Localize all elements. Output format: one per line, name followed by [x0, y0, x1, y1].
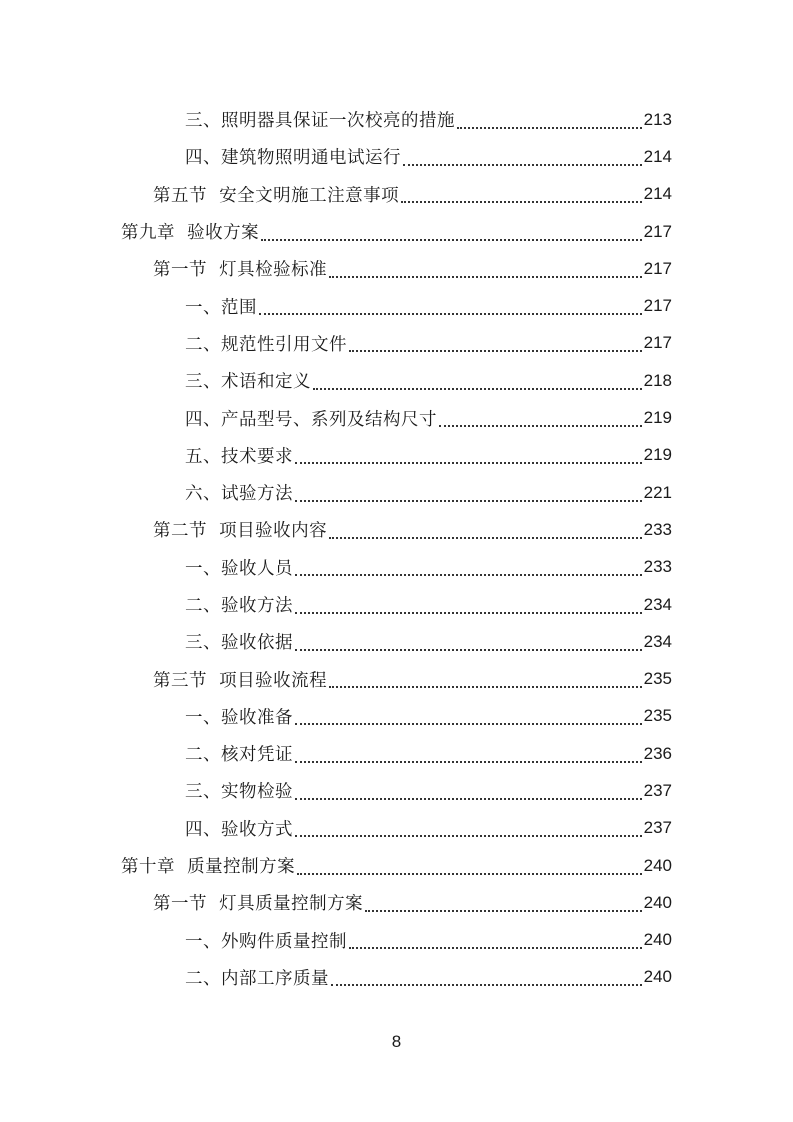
- toc-entry-title: 一、范围: [185, 297, 257, 318]
- toc-entry-page: 233: [643, 519, 672, 539]
- toc-entry-page: 235: [643, 669, 672, 689]
- dot-leader: [295, 480, 642, 502]
- toc-entry-page: 240: [643, 855, 672, 875]
- toc-entry[interactable]: [0, 399, 793, 436]
- page-number: 8: [391, 1032, 402, 1051]
- toc-entry-title: 五、技术要求: [185, 446, 293, 467]
- dot-leader: [401, 181, 642, 203]
- toc-entry-page: 214: [643, 146, 672, 166]
- toc-entry-title: 一、外购件质量控制: [185, 931, 347, 952]
- toc-entry-title: 三、照明器具保证一次校亮的措施: [185, 111, 455, 132]
- dot-leader: [295, 815, 642, 837]
- toc-entry-page: 219: [643, 408, 672, 428]
- toc-entry-title: 三、术语和定义: [185, 372, 311, 393]
- toc-entry[interactable]: [0, 586, 793, 623]
- toc-entry[interactable]: [0, 549, 793, 586]
- toc-entry[interactable]: [0, 772, 793, 809]
- toc-entry-page: 240: [643, 892, 672, 912]
- toc-entry-page: 217: [643, 333, 672, 353]
- toc-entry[interactable]: [0, 660, 793, 697]
- toc-entry-page: 233: [643, 557, 672, 577]
- dot-leader: [365, 890, 642, 912]
- toc-entry[interactable]: [0, 698, 793, 735]
- table-of-contents: [0, 101, 793, 996]
- toc-entry[interactable]: [0, 735, 793, 772]
- dot-leader: [329, 517, 642, 539]
- toc-entry-page: 235: [643, 706, 672, 726]
- dot-leader: [297, 853, 642, 875]
- toc-entry-title: 第五节 安全文明施工注意事项: [153, 185, 400, 206]
- dot-leader: [295, 703, 642, 725]
- dot-leader: [295, 629, 642, 651]
- toc-entry[interactable]: [0, 437, 793, 474]
- toc-entry[interactable]: [0, 362, 793, 399]
- toc-entry[interactable]: [0, 847, 793, 884]
- toc-entry-title: 四、验收方式: [185, 819, 293, 840]
- toc-entry[interactable]: [0, 250, 793, 287]
- toc-entry[interactable]: [0, 213, 793, 250]
- toc-entry-title: 二、核对凭证: [185, 745, 293, 766]
- dot-leader: [329, 666, 642, 688]
- toc-entry-page: 237: [643, 818, 672, 838]
- toc-entry-title: 第一节 灯具检验标准: [153, 260, 328, 281]
- toc-entry-title: 第三节 项目验收流程: [153, 670, 328, 691]
- dot-leader: [295, 741, 642, 763]
- toc-entry-page: 213: [643, 109, 672, 129]
- toc-entry-title: 二、内部工序质量: [185, 968, 329, 989]
- toc-entry-title: 二、规范性引用文件: [185, 334, 347, 355]
- toc-entry-page: 236: [643, 743, 672, 763]
- toc-entry-page: 240: [643, 967, 672, 987]
- toc-entry-page: 214: [643, 184, 672, 204]
- toc-entry-title: 二、验收方法: [185, 596, 293, 616]
- toc-entry[interactable]: [0, 474, 793, 511]
- toc-entry-title: 第二节 项目验收内容: [153, 521, 328, 542]
- dot-leader: [439, 405, 642, 427]
- dot-leader: [349, 927, 642, 949]
- toc-entry-page: 234: [643, 594, 672, 614]
- toc-entry-page: 217: [643, 296, 672, 316]
- toc-entry-page: 237: [643, 780, 672, 800]
- toc-entry-page: 217: [643, 221, 672, 241]
- toc-entry-page: 218: [643, 370, 672, 390]
- toc-entry[interactable]: [0, 884, 793, 921]
- dot-leader: [349, 330, 642, 352]
- toc-entry[interactable]: [0, 922, 793, 959]
- dot-leader: [329, 256, 642, 278]
- toc-entry[interactable]: [0, 287, 793, 324]
- toc-entry-title: 一、验收人员: [185, 558, 293, 579]
- dot-leader: [331, 964, 642, 986]
- toc-entry-title: 六、试验方法: [185, 484, 293, 505]
- toc-entry-title: 一、验收准备: [185, 707, 293, 728]
- toc-entry-title: 第十章 质量控制方案: [121, 857, 296, 878]
- toc-entry-title: 三、实物检验: [185, 782, 293, 803]
- toc-entry[interactable]: [0, 810, 793, 847]
- toc-entry-title: 三、验收依据: [185, 633, 293, 654]
- dot-leader: [457, 107, 642, 129]
- toc-entry[interactable]: [0, 511, 793, 548]
- dot-leader: [259, 293, 642, 315]
- toc-entry-title: 第一节 灯具质量控制方案: [153, 894, 364, 915]
- dot-leader: [403, 144, 642, 166]
- dot-leader: [261, 219, 642, 241]
- toc-entry-page: 240: [643, 930, 672, 950]
- toc-entry[interactable]: [0, 101, 793, 138]
- toc-entry[interactable]: [0, 959, 793, 996]
- toc-entry-page: 219: [643, 445, 672, 465]
- toc-entry[interactable]: [0, 138, 793, 175]
- toc-entry-page: 234: [643, 631, 672, 651]
- toc-entry-page: 217: [643, 258, 672, 278]
- toc-entry-title: 四、产品型号、系列及结构尺寸: [185, 409, 437, 430]
- dot-leader: [295, 554, 642, 576]
- dot-leader: [295, 778, 642, 800]
- dot-leader: [295, 442, 642, 464]
- toc-entry-title: 四、建筑物照明通电试运行: [185, 148, 401, 169]
- toc-entry-page: 221: [643, 482, 672, 502]
- toc-entry-title: 第九章 验收方案: [121, 223, 260, 244]
- toc-entry[interactable]: [0, 325, 793, 362]
- dot-leader: [295, 592, 642, 614]
- toc-entry[interactable]: [0, 176, 793, 213]
- dot-leader: [313, 368, 642, 390]
- toc-entry[interactable]: [0, 623, 793, 660]
